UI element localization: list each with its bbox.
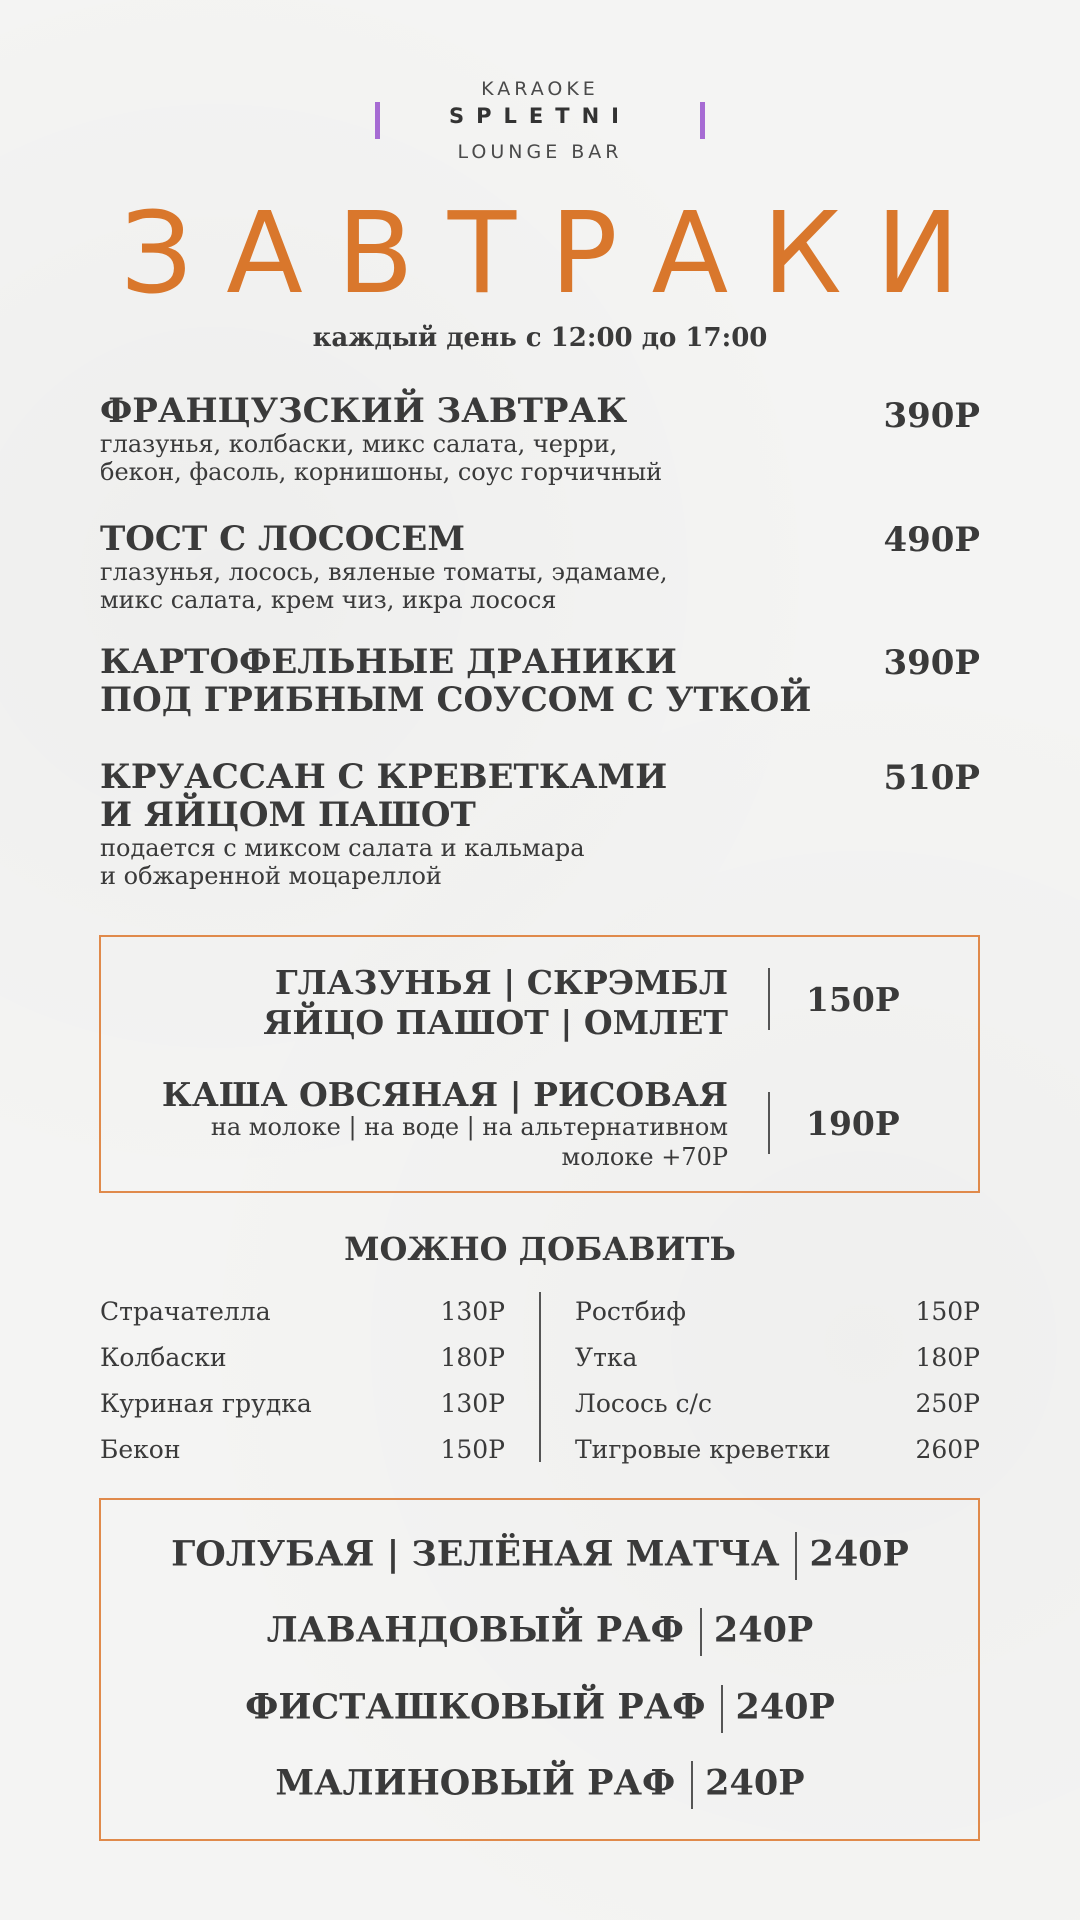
addon-name: Бекон — [100, 1435, 181, 1464]
addon-row — [100, 1435, 505, 1481]
brand-name: SPLETNI — [449, 104, 631, 128]
menu-item — [100, 643, 860, 719]
item-name: КРУАССАН С КРЕВЕТКАМИ И ЯЙЦОМ ПАШОТ — [100, 757, 668, 835]
addon-row — [575, 1435, 980, 1481]
addon-name: Тигровые креветки — [575, 1435, 831, 1464]
addon-name: Колбаски — [100, 1343, 227, 1372]
addons-right-column — [575, 1297, 980, 1481]
drink-row — [0, 1761, 1080, 1809]
addon-row — [100, 1389, 505, 1435]
addon-price: 150Р — [915, 1297, 980, 1326]
page-subtitle: каждый день с 12:00 до 17:00 — [312, 323, 768, 353]
addon-row — [575, 1389, 980, 1435]
drink-price: 240Р — [705, 1762, 805, 1804]
drink-row — [0, 1608, 1080, 1656]
drink-price: 240Р — [809, 1533, 909, 1575]
box-item-name: ГЛАЗУНЬЯ | СКРЭМБЛ ЯЙЦО ПАШОТ | ОМЛЕТ — [263, 963, 728, 1042]
addon-name: Страчателла — [100, 1297, 271, 1326]
brand-bottom-text: LOUNGE BAR — [457, 141, 623, 163]
item-price: 490Р — [883, 520, 980, 560]
addon-price: 250Р — [915, 1389, 980, 1418]
addon-price: 130Р — [440, 1389, 505, 1418]
addon-price: 130Р — [440, 1297, 505, 1326]
box-item-name: КАША ОВСЯНАЯ | РИСОВАЯ — [161, 1075, 728, 1114]
addon-row — [575, 1297, 980, 1343]
drink-price-divider — [795, 1532, 797, 1580]
brand-top-text: KARAOKE — [481, 78, 599, 100]
addon-name: Утка — [575, 1343, 638, 1372]
addon-name: Ростбиф — [575, 1297, 686, 1326]
addon-name: Куриная грудка — [100, 1389, 312, 1418]
addon-name: Лосось с/с — [575, 1389, 712, 1418]
item-name: ТОСТ С ЛОСОСЕМ — [100, 519, 465, 559]
drink-name: ЛАВАНДОВЫЙ РАФ — [266, 1609, 684, 1651]
item-name: КАРТОФЕЛЬНЫЕ ДРАНИКИ ПОД ГРИБНЫМ СОУСОМ С УТКОЙ — [100, 642, 812, 720]
addons-left-column — [100, 1297, 505, 1481]
addon-price: 180Р — [440, 1343, 505, 1372]
drink-name: ГОЛУБАЯ | ЗЕЛЁНАЯ МАТЧА — [171, 1533, 780, 1575]
item-desc: глазунья, колбаски, микс салата, черри, бекон, фасоль, корнишоны, соус горчичный — [100, 430, 663, 486]
price-divider — [768, 1092, 770, 1154]
drink-price-divider — [700, 1608, 702, 1656]
drink-price-divider — [721, 1685, 723, 1733]
drink-name: МАЛИНОВЫЙ РАФ — [275, 1762, 676, 1804]
menu-item — [100, 520, 860, 614]
box-item-price: 150Р — [806, 980, 900, 1019]
addon-price: 180Р — [915, 1343, 980, 1372]
menu-item — [100, 758, 860, 890]
addons-title: МОЖНО ДОБАВИТЬ — [344, 1230, 736, 1268]
item-price: 510Р — [883, 758, 980, 798]
drink-price: 240Р — [713, 1609, 814, 1651]
item-price: 390Р — [883, 396, 980, 436]
addon-row — [575, 1343, 980, 1389]
item-desc: подается с миксом салата и кальмара и обжаренной моцареллой — [100, 834, 585, 890]
drink-price-divider — [691, 1761, 693, 1809]
addon-row — [100, 1343, 505, 1389]
drink-name: ФИСТАШКОВЫЙ РАФ — [245, 1686, 706, 1728]
item-desc: глазунья, лосось, вяленые томаты, эдамаме, микс салата, крем чиз, икра лосося — [100, 558, 668, 614]
price-divider — [768, 968, 770, 1030]
drink-row — [0, 1532, 1080, 1580]
addons-divider — [539, 1292, 541, 1462]
item-name: ФРАНЦУЗСКИЙ ЗАВТРАК — [100, 391, 628, 431]
page-title: ЗАВТРАКИ — [120, 189, 994, 319]
menu-item — [100, 392, 860, 486]
addon-price: 260Р — [915, 1435, 980, 1464]
logo-right-bar — [700, 102, 705, 139]
drink-row — [0, 1685, 1080, 1733]
item-price: 390Р — [883, 643, 980, 683]
box-item-desc: на молоке | на воде | на альтернативном молоке +70Р — [210, 1113, 728, 1171]
box-item-price: 190Р — [806, 1104, 900, 1143]
drink-price: 240Р — [735, 1686, 835, 1728]
addon-row — [100, 1297, 505, 1343]
addon-price: 150Р — [440, 1435, 505, 1464]
